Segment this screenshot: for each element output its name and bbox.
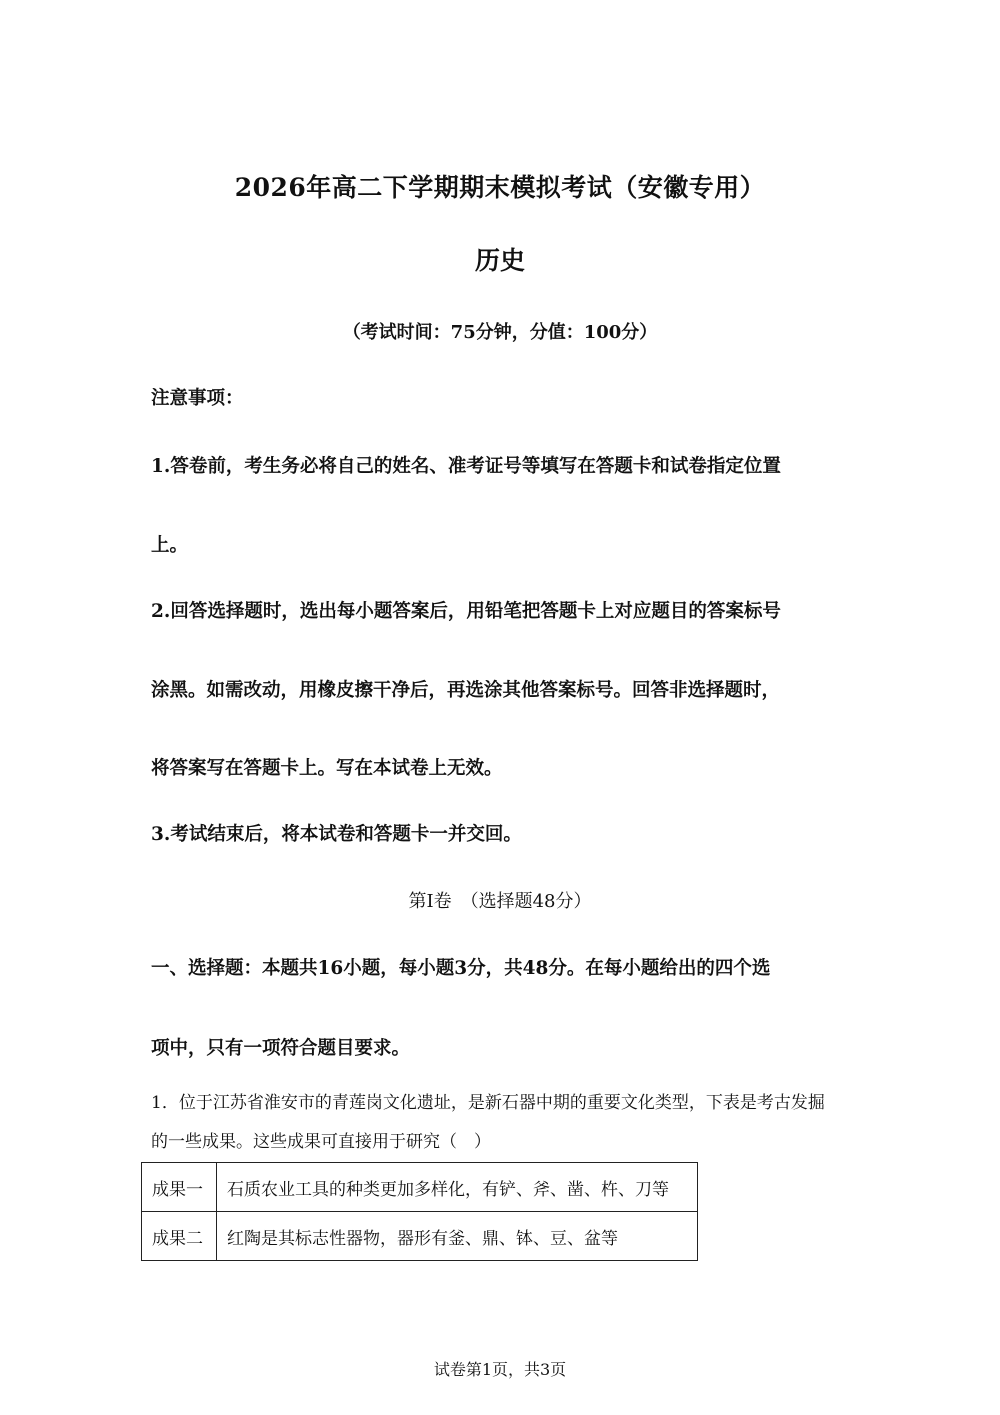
- table-cell-content: 红陶是其标志性器物，器形有釜、鼎、钵、豆、盆等: [217, 1212, 698, 1261]
- section-label: 第Ⅰ卷 （选择题48分）: [408, 891, 592, 912]
- notice-heading: 注意事项：: [151, 388, 244, 409]
- notice-line: 涂黑。如需改动，用橡皮擦干净后，再选涂其他答案标号。回答非选择题时，: [151, 680, 781, 701]
- subject-title: 历史: [474, 246, 525, 275]
- notice-line: 将答案写在答题卡上。写在本试卷上无效。: [151, 758, 503, 779]
- table-cell-content: 石质农业工具的种类更加多样化，有铲、斧、凿、杵、刀等: [217, 1163, 698, 1212]
- notice-line: 3.考试结束后，将本试卷和答题卡一并交回。: [151, 824, 522, 845]
- table-cell-label: 成果一: [142, 1163, 217, 1212]
- page-footer: 试卷第1页，共3页: [433, 1360, 567, 1379]
- exam-time-info: （考试时间：75分钟，分值：100分）: [342, 322, 658, 343]
- table-row: [142, 1212, 698, 1261]
- section-instruction: 项中，只有一项符合题目要求。: [151, 1038, 411, 1059]
- results-table: [141, 1162, 698, 1261]
- exam-title: 2026年高二下学期期末模拟考试（安徽专用）: [234, 173, 766, 202]
- section-instruction: 一、选择题：本题共16小题，每小题3分，共48分。在每小题给出的四个选: [151, 958, 771, 979]
- question-1-text: 1．位于江苏省淮安市的青莲岗文化遗址，是新石器中期的重要文化类型，下表是考古发掘: [151, 1093, 825, 1113]
- notice-line: 1.答卷前，考生务必将自己的姓名、准考证号等填写在答题卡和试卷指定位置: [151, 456, 781, 477]
- table-cell-label: 成果二: [142, 1212, 217, 1261]
- question-1-text: 的一些成果。这些成果可直接用于研究（ ）: [151, 1132, 491, 1152]
- notice-line: 2.回答选择题时，选出每小题答案后，用铅笔把答题卡上对应题目的答案标号: [151, 601, 781, 622]
- notice-line: 上。: [151, 535, 189, 556]
- table-row: [142, 1163, 698, 1212]
